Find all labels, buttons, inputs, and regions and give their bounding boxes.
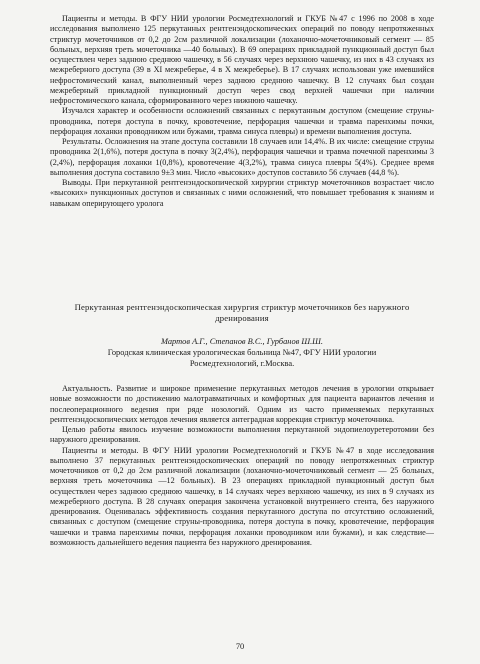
paragraph-results: Результаты. Осложнения на этапе доступа составили 18 случаев или 14,4%. В их числе: смещение струны проводника 2(1,6%), потеря доступа в почку 3(2,4%), перфорация чашечки и травма почечной паренхимы 3 (2,4%), перфорация лоханки 1(0,8%), кровотечение 4(3,2%), травма синуса плевры 5(4%). Среднее время выполнения доступа составило 9±3 мин. Число «высоких» доступов составило 56 случаев (44,8 %). xyxy=(50,137,434,177)
paragraph-patients-methods-2: Пациенты и методы. В ФГУ НИИ урологии Росмедтехнологий и ГКУБ №47 в ходе исследования выполнено 37 перкутанных рентгенэндоскопических операций по поводу непротяженных стриктур мочеточников от 0,2 до 2см различной локализации (лоханочно-мочеточниковый сегмент — 25 больных, верхняя треть мочеточника —12 больных). В 23 операциях прикладной пункционный доступ был осуществлен через заднюю среднюю чашечку, в 14 случаях через верхнюю чашечку, из них в 9 случаях из межреберного доступа. В 28 случаях операция закончена установкой внутреннего стента, без наружного дренирования. Оценивалась эффективность создания перкутанного доступа по отсутствию осложнений, связанных с доступом (смещение струны-проводника, потеря доступа в почку, кровотечение, перфорация чашечки и травма паренхимы почки, перфорация лоханки проводником или бужами), и как следствие—возможность дальнейшего ведения пациента без наружного дренирования. xyxy=(50,445,434,547)
article-title: Перкутанная рентгенэндоскопическая хирургия стриктур мочеточников без наружного дренирования xyxy=(74,302,410,323)
paragraph-patients-methods-1: Пациенты и методы. В ФГУ НИИ урологии Росмедтехнологий и ГКУБ №47 с 1996 по 2008 в ходе исследования выполнено 125 перкутанных рентгенэндоскопических операций по поводу непротяженных стриктур мочеточников от 0,2 до 2см различной локализации (лоханочно-мочеточниковый сегмент — 85 больных, верхняя треть мочеточника —40 больных). В 69 операциях прикладной пункционный доступ был осуществлен через заднюю среднюю чашечку, в 56 случаях через верхнюю чашечку, из них в 43 случаях из межреберного доступа (39 в XI межреберье, 4 в X межреберье). В 17 случаях использован уже имевшийся нефростомический канал, выполненный через заднюю среднюю чашечку. В 12 случаях был создан межреберный прикладной пункционный доступ через свод верхней чашечки при наличии нефростомического канала, сформированного через нижнюю чашечку. xyxy=(50,14,434,105)
article-authors: Мартов А.Г., Степанов В.С., Гурбанов Ш.Ш. xyxy=(160,337,324,346)
article-header xyxy=(50,302,434,369)
article-body xyxy=(50,384,434,548)
paragraph-aim: Целью работы явилось изучение возможности выполнения перкутанной эндопиелоуретеротомии без наружного дренирования. xyxy=(50,425,434,445)
paragraph-conclusions: Выводы. При перкутанной рентгенэндоскопической хирургии стриктур мочеточников возрастает число «высоких» пункционных доступов и связанных с ними осложнений, что повышает требования к знаниям и навыкам оперирующего уролога xyxy=(50,178,434,208)
article-affiliation-line2: Росмедтехнологий, г.Москва. xyxy=(189,359,295,368)
paragraph-complications-studied: Изучался характер и особенности осложнений связанных с перкутанным доступом (смещение струны-проводника, потеря доступа в почку, кровотечение, перфорация чашечки и травма паренхимы почки, перфорация лоханки проводником или бужами, травма синуса плевры) и времени выполнения доступа. xyxy=(50,106,434,136)
paragraph-relevance: Актуальность. Развитие и широкое применение перкутанных методов лечения в урологии открывает новые возможности по достижению малотравматичных и комфортных для пациента вариантов лечения и послеоперационного ведения при ряде нозологий. Одним из часто применяемых перкутанных рентгенэндоскопических методов лечения является антеградная коррекция стриктур мочеточника. xyxy=(50,384,434,424)
page-number: 70 xyxy=(235,642,245,651)
article-affiliation-line1: Городская клиническая урологическая больница №47, ФГУ НИИ урологии xyxy=(107,348,377,357)
section-continued xyxy=(50,14,434,209)
